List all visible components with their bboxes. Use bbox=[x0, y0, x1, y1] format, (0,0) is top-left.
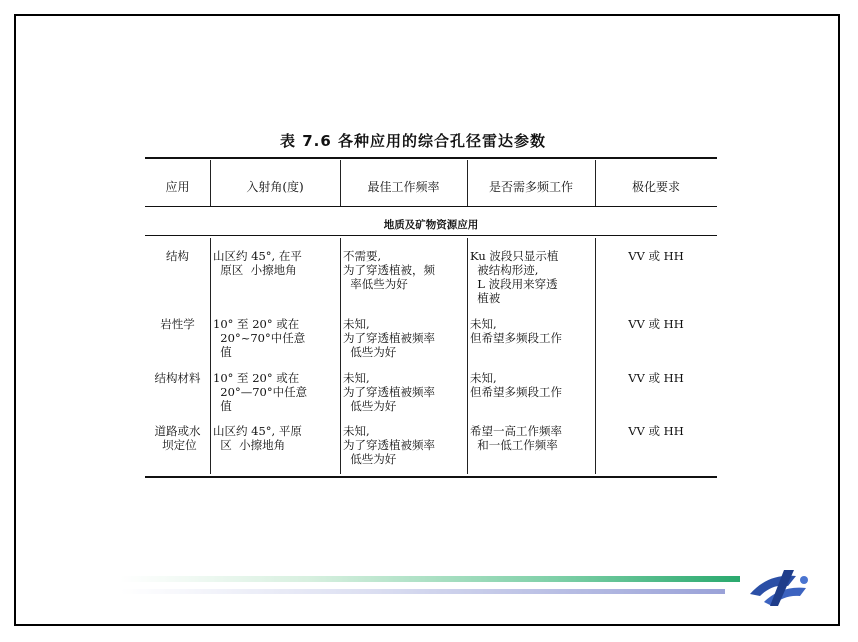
header-best-frequency: 最佳工作频率 bbox=[367, 180, 440, 194]
table-title: 表 7.6 各种应用的综合孔径雷达参数 bbox=[280, 132, 547, 150]
col-divider bbox=[210, 238, 211, 474]
header-incidence-angle: 入射角(度) bbox=[246, 180, 304, 194]
header-multi-frequency: 是否需多频工作 bbox=[488, 180, 573, 194]
cell-polarization: VV 或 HH bbox=[628, 371, 684, 385]
cell-best-frequency: 未知, 为了穿透植被频率 低些为好 bbox=[343, 317, 435, 359]
cell-application: 岩性学 bbox=[160, 317, 195, 331]
cell-multi-frequency: Ku 波段只显示植 被结构形迹, L 波段用来穿透 植被 bbox=[470, 249, 559, 305]
cell-polarization: VV 或 HH bbox=[628, 317, 684, 331]
cell-application: 结构材料 bbox=[154, 371, 201, 385]
bottom-rule bbox=[145, 476, 717, 478]
header-application: 应用 bbox=[165, 180, 190, 194]
cell-multi-frequency: 希望一高工作频率 和一低工作频率 bbox=[470, 424, 562, 452]
col-divider bbox=[467, 238, 468, 474]
header-rule bbox=[145, 206, 717, 207]
cell-application: 结构 bbox=[166, 249, 189, 263]
cell-multi-frequency: 未知, 但希望多频段工作 bbox=[470, 371, 562, 399]
section-rule bbox=[145, 235, 717, 236]
section-heading: 地质及矿物资源应用 bbox=[383, 219, 479, 231]
top-rule bbox=[145, 157, 717, 159]
cell-polarization: VV 或 HH bbox=[628, 249, 684, 263]
cell-best-frequency: 未知, 为了穿透植被频率 低些为好 bbox=[343, 371, 435, 413]
col-divider bbox=[340, 238, 341, 474]
cell-incidence-angle: 10° 至 20° 或在 20°—70°中任意 值 bbox=[213, 371, 308, 413]
institution-logo-icon bbox=[744, 566, 818, 610]
cell-application: 道路或水 坝定位 bbox=[154, 424, 201, 452]
cell-polarization: VV 或 HH bbox=[628, 424, 684, 438]
cell-best-frequency: 未知, 为了穿透植被频率 低些为好 bbox=[343, 424, 435, 466]
cell-incidence-angle: 山区约 45°, 在平 原区 小擦地角 bbox=[213, 249, 302, 277]
cell-incidence-angle: 山区约 45°, 平原 区 小擦地角 bbox=[213, 424, 302, 452]
cell-multi-frequency: 未知, 但希望多频段工作 bbox=[470, 317, 562, 345]
cell-incidence-angle: 10° 至 20° 或在 20°~70°中任意 值 bbox=[213, 317, 306, 359]
decorative-blue-bar bbox=[120, 589, 725, 594]
cell-best-frequency: 不需要, 为了穿透植被，频 率低些为好 bbox=[343, 249, 435, 291]
header-polarization: 极化要求 bbox=[631, 180, 680, 194]
col-divider bbox=[595, 238, 596, 474]
decorative-green-bar bbox=[120, 576, 740, 582]
